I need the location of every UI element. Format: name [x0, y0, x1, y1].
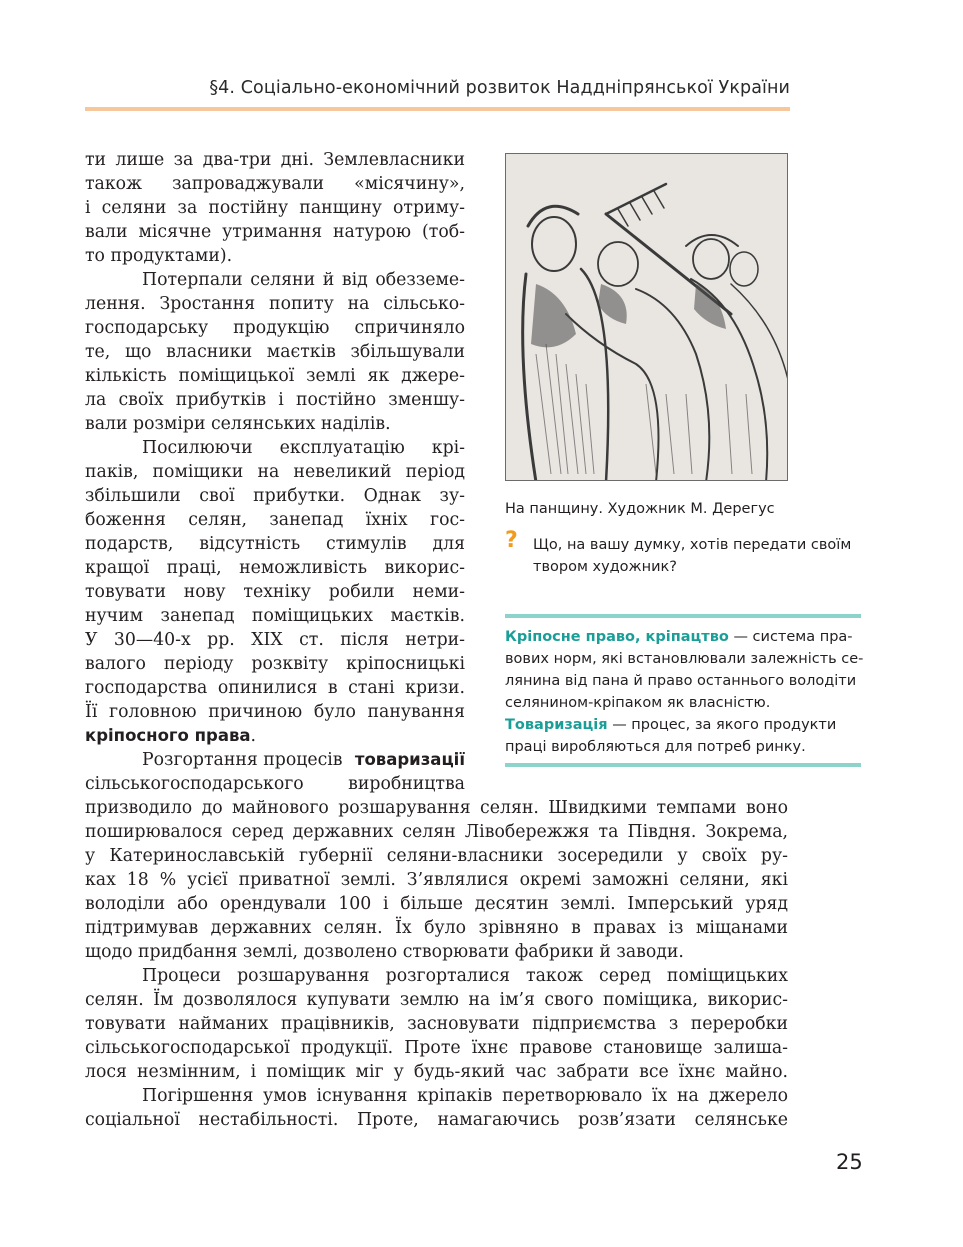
text-line: то продуктами). [85, 246, 233, 266]
text-line: боження селян, занепад їхніх гос- [85, 510, 465, 530]
glossary-line: селянином-кріпаком як власністю. [505, 695, 771, 711]
paragraph-start-line: Процеси розшарування розгорталися також серед поміщицьких [142, 966, 788, 986]
left-text-column [85, 148, 465, 796]
glossary-term: Товаризація [505, 717, 608, 733]
text-line: збільшили свої прибутки. Однак зу- [85, 486, 465, 506]
text-fragment: Розгортання процесів [142, 750, 343, 770]
text-line: у Катеринославській губернії селяни-власники зосередили у своїх ру- [85, 846, 788, 866]
text-line: сільськогосподарського виробництва [85, 774, 465, 794]
text-fragment: . [250, 726, 257, 746]
full-width-text [85, 796, 788, 1132]
text-line: підтримував державних селян. Їх було зрівняно в правах із міщанами [85, 918, 788, 938]
text-line: нучим занепад поміщицьких маєтків. [85, 606, 465, 626]
text-line: подарств, відсутність стимулів для [85, 534, 465, 554]
text-line: вали місячне утримання натурою (тоб- [85, 222, 465, 242]
text-line: соціальної нестабільності. Проте, намагаючись розв’язати селянське [85, 1110, 788, 1130]
glossary-definition: — система пра- [728, 629, 853, 645]
text-line: товувати нову техніку робили неми- [85, 582, 465, 602]
text-line: призводило до майнового розшарування селян. Швидкими темпами воно [85, 798, 788, 818]
glossary-bottom-rule [505, 763, 861, 767]
glossary-line [505, 714, 861, 736]
paragraph-start-line: Погіршення умов існування кріпаків перетворювало їх на джерело [142, 1086, 788, 1106]
term-emphasis: товаризації [354, 750, 465, 769]
text-line: валого періоду розквіту кріпосницькі [85, 654, 465, 674]
text-line: ти лише за два-три дні. Землевласники [85, 150, 465, 170]
glossary-line [505, 626, 861, 648]
running-header: §4. Соціально-економічний розвиток Наддніпрянської України [209, 78, 790, 98]
text-line: кращої праці, неможливість викорис- [85, 558, 465, 578]
text-line: щодо придбання землі, дозволено створювати фабрики й заводи. [85, 942, 684, 962]
text-line: селян. Їм дозволялося купувати землю на ім’я свого поміщика, викорис- [85, 990, 788, 1010]
text-line: У 30—40-х рр. XIX ст. після нетри- [85, 630, 465, 650]
text-line: володіли або орендували 100 і більше десятин землі. Імперський уряд [85, 894, 788, 914]
text-line: поширювалося серед державних селян Лівобережжя та Півдня. Зокрема, [85, 822, 788, 842]
question-icon: ? [505, 528, 518, 553]
text-line: те, що власники маєтків збільшували [85, 342, 465, 362]
paragraph-start-line: Потерпали селяни й від обезземе- [142, 270, 465, 290]
text-line: господарства опинилися в стані кризи. [85, 678, 465, 698]
question-text [533, 534, 863, 578]
text-line: Її головною причиною було панування [85, 702, 465, 722]
term-emphasis: кріпосного права [85, 726, 251, 745]
page-number: 25 [836, 1150, 863, 1174]
text-line: господарську продукцію спричиняло [85, 318, 465, 338]
glossary-line: праці виробляються для потреб ринку. [505, 739, 806, 755]
glossary-top-rule [505, 614, 861, 618]
glossary-definition: — процес, за якого продукти [607, 717, 837, 733]
paragraph-start-line: Посилюючи експлуатацію крі- [142, 438, 465, 458]
text-line: сільськогосподарської продукції. Проте їхнє правове становище залиша- [85, 1038, 788, 1058]
question-line: твором художник? [533, 559, 677, 575]
figure-caption: На панщину. Художник М. Дерегус [505, 501, 775, 517]
text-line: ла своїх прибутків і постійно зменшу- [85, 390, 465, 410]
text-line: лення. Зростання попиту на сільсько- [85, 294, 465, 314]
text-line: паків, поміщики на невеликий період [85, 462, 465, 482]
glossary-term: Кріпосне право, кріпацтво [505, 629, 729, 645]
question-line: Що, на вашу думку, хотів передати своїм [533, 537, 852, 553]
text-line: товувати найманих працівників, засновувати підприємства з переробки [85, 1014, 788, 1034]
text-line: вали розміри селянських наділів. [85, 414, 391, 434]
sketch-drawing [506, 154, 788, 481]
glossary-line: лянина від пана й право останнього володіти [505, 673, 857, 689]
paragraph-start-line [142, 748, 465, 772]
header-divider [85, 107, 790, 111]
text-line [85, 724, 465, 748]
text-line: кількість поміщицької землі як джере- [85, 366, 465, 386]
text-line: ках 18 % усієї приватної землі. З’являлися окремі заможні селяни, які [85, 870, 788, 890]
text-line: і селяни за постійну панщину отриму- [85, 198, 465, 218]
text-line: лося незмінним, і поміщик міг у будь-який час забрати все їхнє майно. [85, 1062, 788, 1082]
glossary-line: вових норм, які встановлювали залежність се- [505, 651, 864, 667]
text-line: також запроваджували «місячину», [85, 174, 465, 194]
illustration-na-panshchynu [505, 153, 788, 481]
glossary-box [505, 626, 864, 758]
